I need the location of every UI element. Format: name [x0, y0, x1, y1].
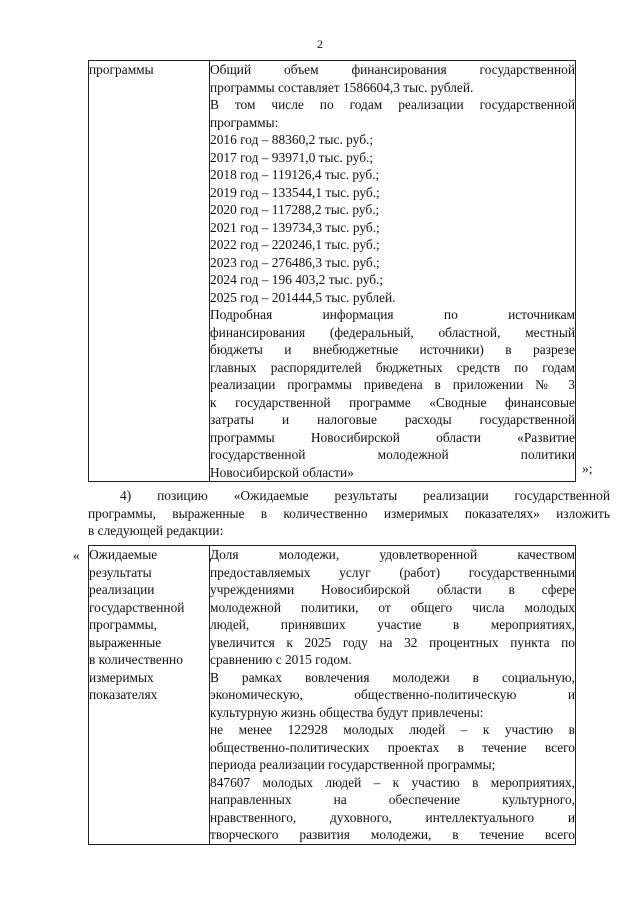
results-line: 847607 молодых людей – к участию в мероприятиях,	[210, 774, 575, 790]
financing-line: бюджеты и внебюджетные источники) в разрезе	[210, 342, 575, 357]
results-table	[88, 545, 576, 845]
results-content-cell	[210, 546, 576, 845]
results-label-line: реализации	[89, 582, 155, 597]
financing-line: Новосибирской области»	[210, 464, 354, 480]
year-amount: 2022 год – 220246,1 тыс. руб.;	[210, 237, 380, 252]
financing-line: реализации программы приведена в приложении № 3	[210, 377, 575, 392]
results-line: творческого развития молодежи, в течение всего	[210, 827, 575, 842]
results-label-line: Ожидаемые	[89, 547, 158, 562]
results-line: общественно-политических проектах в течение всего	[210, 739, 575, 755]
paragraph-line: программы, выраженные в количественно измеримых показателях» изложить	[88, 505, 610, 521]
results-label-line: измеримых	[89, 669, 154, 685]
year-amount: 2021 год – 139734,3 тыс. руб.;	[210, 219, 380, 235]
paragraph-line: 4) позицию «Ожидаемые результаты реализации государственной	[120, 488, 610, 503]
results-line: увеличится к 2025 году на 32 процентных пункта по	[210, 634, 575, 650]
financing-line: Общий объем финансирования государственной	[210, 62, 575, 77]
results-line: сравнению с 2015 годом.	[210, 652, 352, 667]
financing-label: программы	[89, 62, 154, 77]
results-label-line: государственной	[89, 599, 185, 615]
results-line: не менее 122928 молодых людей – к участию в	[210, 722, 575, 737]
financing-line: главных распорядителей бюджетных средств по годам	[210, 359, 575, 375]
year-amount: 2020 год – 117288,2 тыс. руб.;	[210, 202, 380, 217]
results-line: предоставляемых услуг (работ) государственными	[210, 564, 575, 580]
financing-label-cell	[89, 61, 210, 482]
financing-line: финансирования (федеральный, областной, местный	[210, 324, 575, 340]
year-amount: 2019 год – 133544,1 тыс. руб.;	[210, 184, 380, 200]
financing-line: программы Новосибирской области «Развитие	[210, 429, 575, 445]
year-amount: 2025 год – 201444,5 тыс. рублей.	[210, 289, 396, 305]
results-line: В рамках вовлечения молодежи в социальную,	[210, 669, 575, 685]
results-line: людей, принявших участие в мероприятиях,	[210, 617, 575, 632]
amendment-paragraph	[88, 487, 610, 540]
results-line: направленных на обеспечение культурного,	[210, 792, 575, 807]
results-line: учреждениями Новосибирской области в сфере	[210, 582, 575, 597]
year-amount: 2024 год – 196 403,2 тыс. руб.;	[210, 272, 384, 287]
financing-line: государственной молодежной политики	[210, 447, 575, 462]
results-line: нравственного, духовного, интеллектуального и	[210, 809, 575, 825]
year-amount: 2023 год – 276486,3 тыс. руб.;	[210, 254, 380, 270]
closing-quote: »;	[582, 461, 593, 476]
financing-content-cell	[210, 61, 576, 482]
results-line: культурную жизнь общества будут привлечены:	[210, 704, 484, 720]
paragraph-line: в следующей редакции:	[88, 523, 224, 538]
year-amount: 2018 год – 119126,4 тыс. руб.;	[210, 167, 380, 182]
financing-line: Подробная информация по источникам	[210, 307, 575, 322]
results-line: экономическую, общественно-политическую и	[210, 687, 575, 702]
financing-line: затраты и налоговые расходы государственной	[210, 412, 575, 427]
results-label-cell	[89, 546, 210, 845]
results-label-line: показателях	[89, 687, 158, 702]
financing-line: к государственной программе «Сводные финансовые	[210, 394, 575, 410]
results-label-line: программы,	[89, 617, 157, 632]
results-line: молодежной политики, от общего числа молодых	[210, 599, 575, 615]
year-amount: 2017 год – 93971,0 тыс. руб.;	[210, 149, 374, 165]
results-label-line: в количественно	[89, 652, 183, 667]
financing-line: программы:	[210, 114, 279, 130]
results-line: Доля молодежи, удовлетворенной качеством	[210, 547, 575, 562]
results-line: периода реализации государственной программы;	[210, 757, 496, 772]
opening-quote: «	[73, 548, 80, 563]
results-label-line: результаты	[89, 564, 152, 580]
results-label-line: выраженные	[89, 634, 162, 650]
financing-line: В том числе по годам реализации государственной	[210, 97, 575, 112]
page-number: 2	[317, 37, 323, 51]
financing-line: программы составляет 1586604,3 тыс. рублей.	[210, 79, 474, 95]
financing-table	[88, 60, 576, 482]
year-amount: 2016 год – 88360,2 тыс. руб.;	[210, 132, 374, 147]
